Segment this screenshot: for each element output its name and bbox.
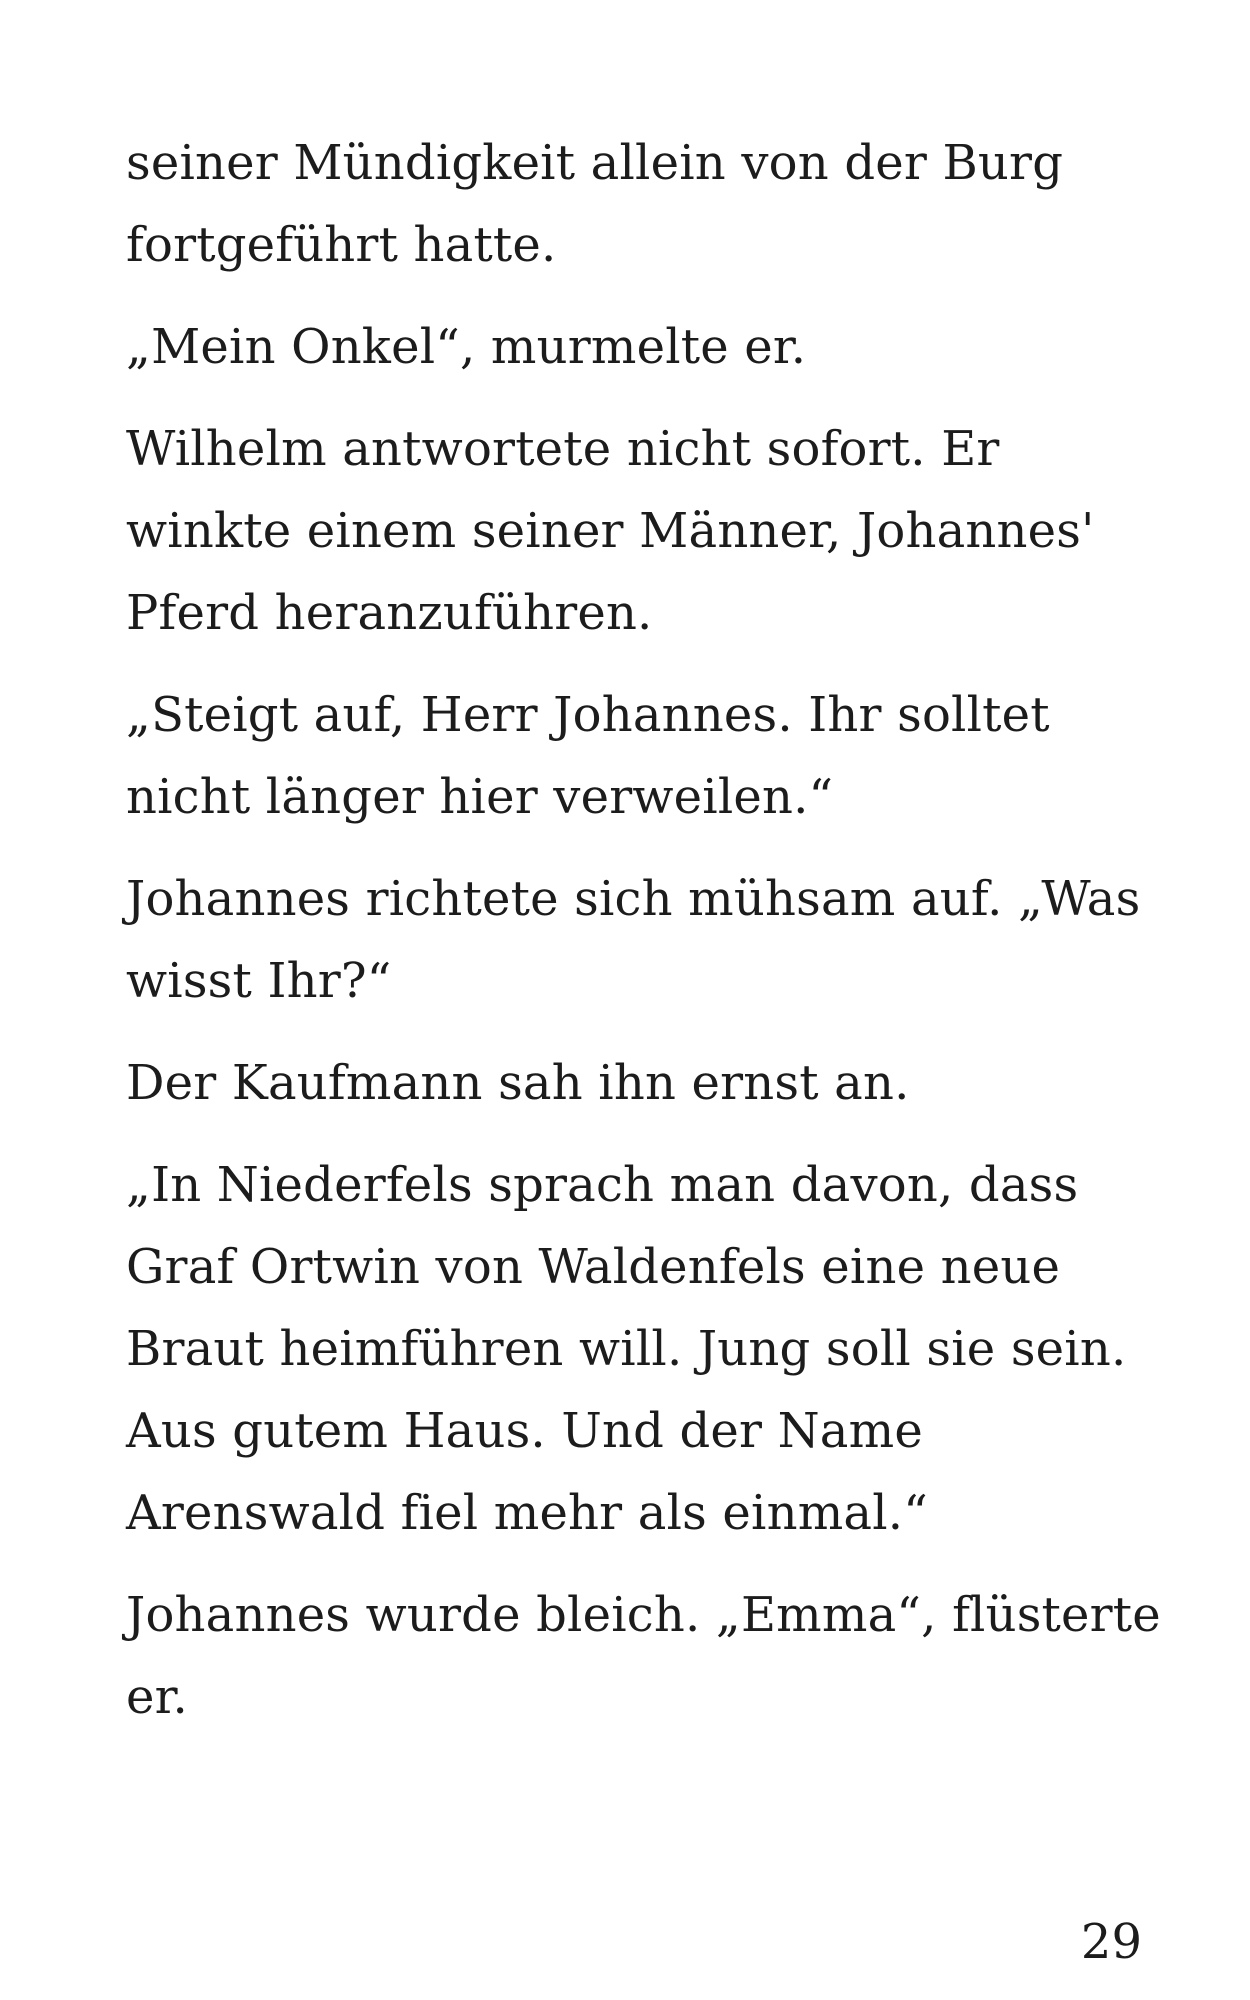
text-line: wisst Ihr?“ (126, 953, 392, 1009)
text-line: Der Kaufmann sah ihn ernst an. (126, 1055, 910, 1111)
paragraph (126, 408, 1156, 654)
text-line: Johannes wurde bleich. „Emma“, flüsterte (126, 1587, 1161, 1643)
text-line: Johannes richtete sich mühsam auf. „Was (126, 871, 1141, 927)
text-line: seiner Mündigkeit allein von der Burg (126, 135, 1064, 191)
paragraph (126, 1042, 1156, 1124)
text-line: Wilhelm antwortete nicht sofort. Er (126, 421, 1000, 477)
paragraph (126, 306, 1156, 388)
text-line: er. (126, 1669, 188, 1725)
paragraph (126, 122, 1156, 286)
page-number: 29 (1080, 1914, 1142, 1970)
paragraph (126, 1574, 1161, 1738)
paragraph (126, 1144, 1156, 1554)
text-line: fortgeführt hatte. (126, 217, 557, 273)
text-line: „Steigt auf, Herr Johannes. Ihr solltet (126, 687, 1050, 743)
text-line: Graf Ortwin von Waldenfels eine neue (126, 1239, 1061, 1295)
text-line: „Mein Onkel“, murmelte er. (126, 319, 807, 375)
text-line: Braut heimführen will. Jung soll sie sein. (126, 1321, 1127, 1377)
paragraph (126, 674, 1156, 838)
page-body (126, 122, 1161, 1758)
paragraph (126, 858, 1156, 1022)
text-line: Aus gutem Haus. Und der Name (126, 1403, 923, 1459)
text-line: „In Niederfels sprach man davon, dass (126, 1157, 1079, 1213)
text-line: Arenswald fiel mehr als einmal.“ (126, 1485, 928, 1541)
text-line: nicht länger hier verweilen.“ (126, 769, 834, 825)
text-line: winkte einem seiner Männer, Johannes' (126, 503, 1095, 559)
text-line: Pferd heranzuführen. (126, 585, 653, 641)
